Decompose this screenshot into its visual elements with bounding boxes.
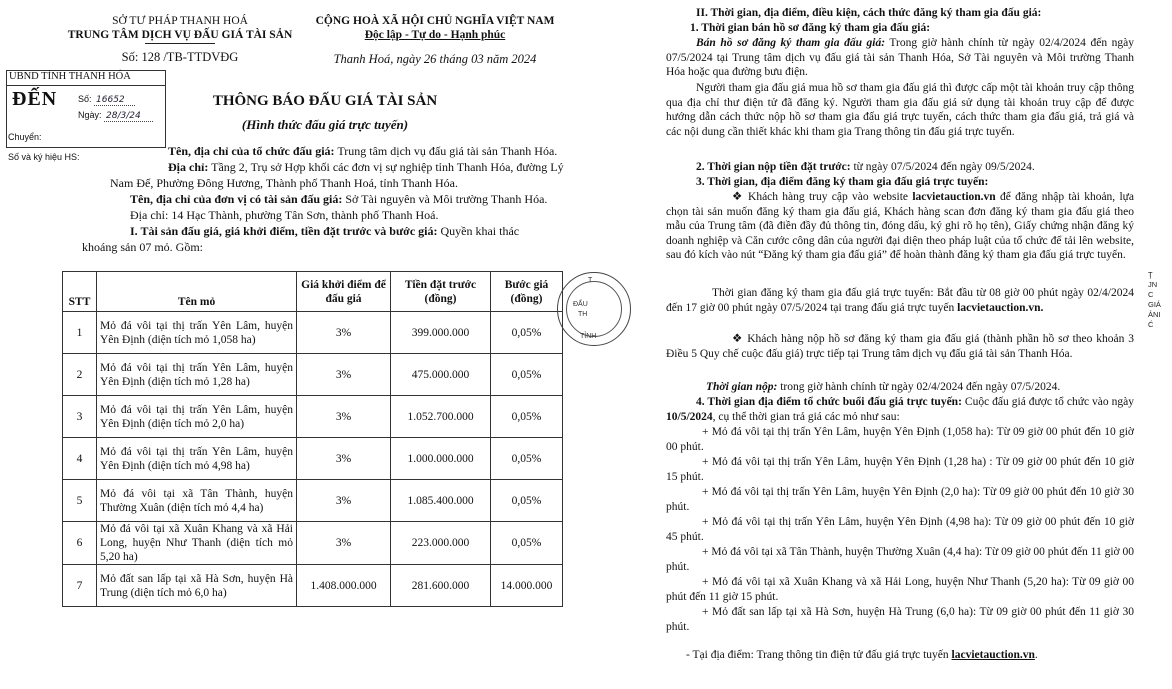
cell-gia-khoi-diem: 1.408.000.000 [297,565,391,607]
org-info-label: Tên, địa chỉ của tổ chức đấu giá: [168,144,335,158]
stamp-so-value: 16652 [94,95,135,106]
table-row [63,522,563,565]
schedule-item: + Mỏ đất san lấp tại xã Hà Sơn, huyện Hà Trung (6,0 ha): Từ 09 giờ 00 phút đến 11 giờ 30 phút. [666,606,1134,633]
col-gia-khoi-diem: Giá khởi điểm để đấu giá [297,272,391,312]
owner-address: Địa chỉ: 14 Hạc Thành, phường Tân Sơn, thành phố Thanh Hoá. [130,208,439,222]
place-end: . [1034,649,1038,661]
deposit-time-label: 2. Thời gian nộp tiền đặt trước: [696,161,851,173]
nation-line1: CỘNG HOÀ XÃ HỘI CHỦ NGHĨA VIỆT NAM [315,15,555,27]
cell-stt: 6 [63,522,97,565]
direct-submit-bullet: ❖ Khách hàng nộp hồ sơ đăng ký tham gia đấu giá (thành phần hồ sơ theo khoản 3 Điều 5 Quy chế cuộc đấu giá) trực tiếp tại Trung tâm dịch vụ đấu giá tài sản Thanh Hóa. [666,333,1134,360]
owner-info-text: Sở Tài nguyên và Môi trường Thanh Hóa. [342,192,548,206]
cell-buoc-gia: 0,05% [491,480,563,522]
buyer-paragraph: Người tham gia đấu giá mua hồ sơ tham gia đấu giá thì được cấp một tài khoản truy cập thông qua địa chỉ thư điện tử đã đăng ký. Người tham gia đấu giá sử dụng tài khoản truy cập để được hướng dẫn cách thức nộp hồ sơ tham gia đấu giá trực tuyến, cách thức tham gia đấu giá, trả giá và các nội dung cần thiết khác khi tham gia Trang thông tin đấu giá trực tuyến. [666,82,1134,138]
cell-ten-mo: Mỏ đất san lấp tại xã Hà Sơn, huyện Hà Trung (diện tích mỏ 6,0 ha) [97,565,297,607]
cell-stt: 4 [63,438,97,480]
section1-text: Quyền khai thác [437,224,520,238]
table-row [63,565,563,607]
col-ten-mo: Tên mỏ [97,272,297,312]
submit-time-label: Thời gian nộp: [706,381,778,393]
cell-ten-mo: Mỏ đá vôi tại xã Tân Thành, huyện Thường Xuân (diện tích mỏ 4,4 ha) [97,480,297,522]
org-address-text: Tầng 2, Trụ sở Hợp khối các đơn vị sự nghiệp tỉnh Thanh Hóa, đường Lý [208,160,564,174]
stamp-so-ky-hieu: Số và ký hiệu HS: [8,152,80,162]
schedule-item: + Mỏ đá vôi tại xã Xuân Khang và xã Hải Long, huyện Như Thanh (5,20 ha): Từ 09 giờ 00 phút đến 11 giờ 15 phút. [666,576,1134,603]
org-address-cont: Nam Đế, Phường Đông Hương, Thành phố Thanh Hoá, tỉnh Thanh Hóa. [110,176,458,190]
stamp-ngay-value: 28/3/24 [104,111,153,122]
table-row [63,480,563,522]
org-line1: SỞ TƯ PHÁP THANH HOÁ [112,15,248,27]
schedule-item: + Mỏ đá vôi tại xã Tân Thành, huyện Thường Xuân (4,4 ha): Từ 09 giờ 00 phút đến 11 giờ 00 phút. [666,546,1134,573]
table-header-row [63,272,563,312]
schedule-item: + Mỏ đá vôi tại thị trấn Yên Lâm, huyện Yên Định (1,28 ha) : Từ 09 giờ 00 phút đến 10 giờ 15 phút. [666,456,1134,483]
asset-table-body [63,312,563,607]
cell-stt: 2 [63,354,97,396]
section2-3-title: 3. Thời gian, địa điểm đăng ký tham gia đấu giá trực tuyến: [696,176,989,188]
deposit-time-text: từ ngày 07/5/2024 đến ngày 09/5/2024. [850,161,1035,173]
doc-subtitle: (Hình thức đấu giá trực tuyến) [241,117,409,132]
schedule-item: + Mỏ đá vôi tại thị trấn Yên Lâm, huyện Yên Định (1,058 ha): Từ 09 giờ 00 phút đến 10 giờ 00 phút. [666,426,1134,453]
nation-line2: Độc lập - Tự do - Hạnh phúc [364,29,506,41]
asset-table [62,271,563,607]
cell-buoc-gia: 0,05% [491,312,563,354]
place-label: - Tại địa điểm: Trang thông tin điện tử đấu giá trực tuyến [686,649,952,661]
submit-time-line [706,380,1172,395]
seal-text-3: TH [578,311,588,318]
reg-time-site: lacvietauction.vn. [957,301,1044,314]
cell-ten-mo: Mỏ đá vôi tại thị trấn Yên Lâm, huyện Yên Định (diện tích mỏ 4,98 ha) [97,438,297,480]
col-tien-dat-truoc: Tiền đặt trước (đồng) [391,272,491,312]
online-reg-post: để đăng nhập tài khoản, lựa chọn tài sản muốn đăng ký tham gia đấu giá, Khách hàng scan đơn đăng ký tham gia đấu giá theo mẫu của Trung tâm (đã điền đầy đủ thông tin, đóng dấu, ký ghi rõ họ tên), Giấy chứng nhận đăng ký doanh nghiệp và Căn cước công dân của người đại diện theo pháp luật của tổ chức để tải lên website, sau đó kích vào nút “Đăng ký tham gia đấu giá” để hoàn thành đăng ký tham gia đấu giá trực tuyến. [666,191,1134,262]
sell-label: Bán hồ sơ đăng ký tham gia đấu giá: [696,37,886,49]
stamp-chuyen: Chuyển: [8,132,42,142]
cell-gia-khoi-diem: 3% [297,438,391,480]
reg-time-paragraph [666,286,1134,315]
org-address-label: Địa chỉ: [168,160,209,174]
auction-time-text1: Cuộc đấu giá được tổ chức vào ngày [961,396,1134,408]
auction-time-text2: , cụ thể thời gian trả giá các mỏ như sau: [712,410,900,423]
online-reg-pre: ❖ Khách hàng truy cập vào website [732,191,913,203]
cell-ten-mo: Mỏ đá vôi tại xã Xuân Khang và xã Hải Long, huyện Như Thanh (diện tích mỏ 5,20 ha) [97,522,297,565]
cell-stt: 3 [63,396,97,438]
section2-title: II. Thời gian, địa điểm, điều kiện, cách thức đăng ký tham gia đấu giá: [696,7,1042,19]
table-row [63,396,563,438]
table-row [63,438,563,480]
stamp-ngay [78,110,153,121]
cell-gia-khoi-diem: 3% [297,312,391,354]
org-underline [145,43,215,44]
seal-text-1: T [588,277,593,284]
col-stt: STT [63,272,97,312]
section1-cont: khoáng sản 07 mỏ. Gồm: [82,240,203,254]
cell-buoc-gia: 0,05% [491,354,563,396]
date-line: Thanh Hoá, ngày 26 tháng 03 năm 2024 [333,52,537,66]
cell-gia-khoi-diem: 3% [297,522,391,565]
table-row [63,354,563,396]
doc-title: THÔNG BÁO ĐẤU GIÁ TÀI SẢN [212,93,438,109]
online-reg-site: lacvietauction.vn [912,191,996,203]
cell-tien-dat-truoc: 1.052.700.000 [391,396,491,438]
section2-1-title: 1. Thời gian bán hồ sơ đăng ký tham gia đấu giá: [690,22,931,34]
place-site-link[interactable]: lacvietauction.vn [951,649,1035,661]
org-address-line [168,160,588,175]
reg-time-text: Thời gian đăng ký tham gia đấu giá trực tuyến: Bắt đầu từ 08 giờ 00 phút ngày 02/4/2024 đến 17 giờ 00 phút ngày 07/5/2024 tại trang đấu giá trực tuyến [666,287,1134,314]
cell-tien-dat-truoc: 399.000.000 [391,312,491,354]
cell-tien-dat-truoc: 475.000.000 [391,354,491,396]
submit-time-text: trong giờ hành chính từ ngày 02/4/2024 đến ngày 07/5/2024. [777,381,1061,393]
org-info-text: Trung tâm dịch vụ đấu giá tài sản Thanh Hóa. [334,144,558,158]
cell-ten-mo: Mỏ đá vôi tại thị trấn Yên Lâm, huyện Yên Định (diện tích mỏ 2,0 ha) [97,396,297,438]
sell-paragraph [666,36,1134,80]
org-info-line [168,144,568,159]
incoming-stamp [6,70,166,166]
stamp-den: ĐẾN [12,88,58,110]
stamp-ngay-label: Ngày: [78,110,102,120]
schedule-item: + Mỏ đá vôi tại thị trấn Yên Lâm, huyện Yên Định (4,98 ha): Từ 09 giờ 00 phút đến 10 giờ 45 phút. [666,516,1134,543]
doc-number: Số: 128 /TB-TTDVĐG [121,50,239,64]
seal-text-4: TỈNH [580,333,597,340]
col-buoc-gia: Bước giá (đồng) [491,272,563,312]
org-line2: TRUNG TÂM DỊCH VỤ ĐẤU GIÁ TÀI SẢN [67,29,293,41]
cell-buoc-gia: 14.000.000 [491,565,563,607]
section1-label: I. Tài sản đấu giá, giá khởi điểm, tiền đặt trước và bước giá: [130,224,438,238]
cell-tien-dat-truoc: 1.085.400.000 [391,480,491,522]
place-line [686,648,1154,663]
seal-text-2: ĐẤU [573,301,588,308]
schedule-item: + Mỏ đá vôi tại thị trấn Yên Lâm, huyện Yên Định (2,0 ha): Từ 09 giờ 00 phút đến 10 giờ 30 phút. [666,486,1134,513]
deposit-time-line [696,160,1164,175]
cell-buoc-gia: 0,05% [491,438,563,480]
section1-line [130,224,600,239]
table-row [63,312,563,354]
auction-time-label: 4. Thời gian địa điểm tổ chức buổi đấu giá trực tuyến: [696,396,962,408]
cell-stt: 1 [63,312,97,354]
owner-info-label: Tên, địa chỉ của đơn vị có tài sản đấu giá: [130,192,343,206]
stamp-top: UBND TỈNH THANH HÓA [6,70,166,86]
online-reg-bullet [666,190,1134,263]
cell-tien-dat-truoc: 223.000.000 [391,522,491,565]
stamp-so-label: Số: [78,94,92,104]
cell-gia-khoi-diem: 3% [297,480,391,522]
cell-stt: 5 [63,480,97,522]
nation-block [310,14,560,66]
auction-time-paragraph [666,395,1134,424]
cell-tien-dat-truoc: 281.600.000 [391,565,491,607]
owner-info-line [130,192,600,207]
cell-gia-khoi-diem: 3% [297,354,391,396]
stamp-so [78,94,135,105]
cell-stt: 7 [63,565,97,607]
margin-fragment: Ţ JN C GIÁ ẢNI Ć [1148,270,1161,329]
cell-buoc-gia: 0,05% [491,522,563,565]
cell-gia-khoi-diem: 3% [297,396,391,438]
cell-buoc-gia: 0,05% [491,396,563,438]
cell-ten-mo: Mỏ đá vôi tại thị trấn Yên Lâm, huyện Yên Định (diện tích mỏ 1,058 ha) [97,312,297,354]
sell-text: Trong giờ hành chính từ ngày 02/4/2024 đến ngày 07/5/2024 tại Trung tâm dịch vụ đấu giá tài sản Thanh Hóa, Sở Tài nguyên và Môi trường Thanh Hóa hoặc qua đường bưu điện. [666,37,1134,79]
org-block [60,14,300,64]
right-page [600,0,1172,689]
auction-date: 10/5/2024 [666,410,713,423]
cell-tien-dat-truoc: 1.000.000.000 [391,438,491,480]
cell-ten-mo: Mỏ đá vôi tại thị trấn Yên Lâm, huyện Yên Định (diện tích mỏ 1,28 ha) [97,354,297,396]
